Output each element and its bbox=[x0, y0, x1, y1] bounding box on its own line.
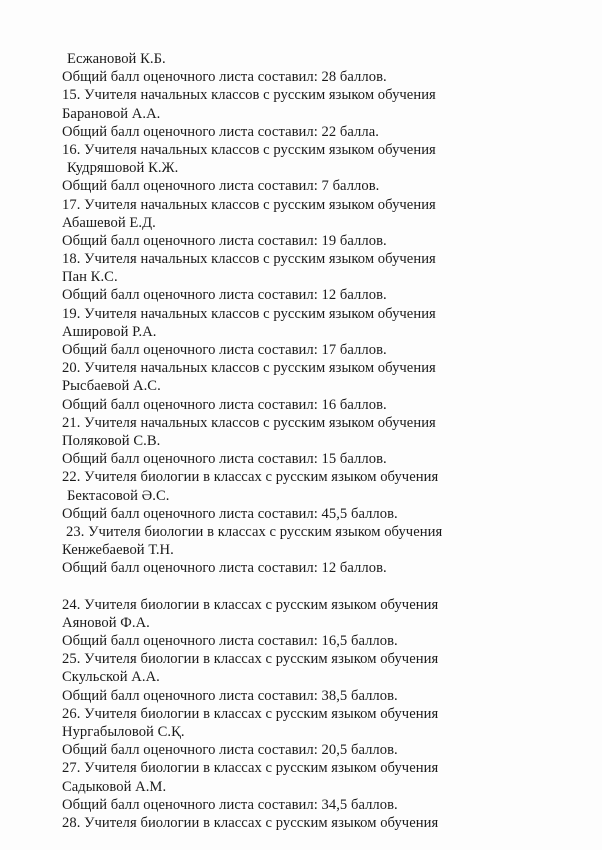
score-line: Общий балл оценочного листа составил: 12 баллов. bbox=[62, 287, 387, 304]
item-heading: 22. Учителя биологии в классах с русским языком обучения bbox=[62, 469, 439, 486]
teacher-name: Абашевой Е.Д. bbox=[62, 214, 156, 231]
score-line: Общий балл оценочного листа составил: 16 баллов. bbox=[62, 396, 387, 413]
item-heading: 18. Учителя начальных классов с русским языком обучения bbox=[62, 251, 436, 268]
teacher-name: Рысбаевой А.С. bbox=[62, 378, 161, 395]
score-line: Общий балл оценочного листа составил: 22 балла. bbox=[62, 123, 379, 140]
item-heading: 26. Учителя биологии в классах с русским языком обучения bbox=[62, 705, 439, 722]
item-heading: 20. Учителя начальных классов с русским языком обучения bbox=[62, 360, 436, 377]
teacher-name: Нургабыловой С.Қ. bbox=[62, 723, 185, 740]
teacher-name: Пан К.С. bbox=[62, 269, 118, 286]
score-line: Общий балл оценочного листа составил: 17 баллов. bbox=[62, 342, 387, 358]
score-line: Общий балл оценочного листа составил: 16,5 баллов. bbox=[62, 633, 398, 649]
teacher-name: Садыковой А.М. bbox=[62, 778, 167, 795]
score-line: Общий балл оценочного листа составил: 38,5 баллов. bbox=[62, 687, 398, 704]
score-line: Общий балл оценочного листа составил: 19 баллов. bbox=[62, 232, 387, 249]
document-body bbox=[62, 50, 582, 832]
item-heading: 28. Учителя биологии в классах с русским языком обучения bbox=[62, 814, 439, 831]
score-line: Общий балл оценочного листа составил: 12 баллов. bbox=[62, 560, 387, 577]
score-line: Общий балл оценочного листа составил: 28 баллов. bbox=[62, 69, 387, 86]
score-line: Общий балл оценочного листа составил: 34,5 баллов. bbox=[62, 796, 398, 813]
teacher-name: Кенжебаевой Т.Н. bbox=[62, 542, 174, 559]
score-line: Общий балл оценочного листа составил: 20,5 баллов. bbox=[62, 742, 398, 759]
score-line: Общий балл оценочного листа составил: 45,5 баллов. bbox=[62, 505, 398, 522]
item-heading: 15. Учителя начальных классов с русским языком обучения bbox=[62, 87, 436, 104]
item-heading: 27. Учителя биологии в классах с русским языком обучения bbox=[62, 760, 439, 777]
item-heading: 16. Учителя начальных классов с русским языком обучения bbox=[62, 141, 436, 158]
teacher-name: Ашировой Р.А. bbox=[62, 323, 157, 340]
item-heading: 24. Учителя биологии в классах с русским языком обучения bbox=[62, 596, 439, 613]
blank-line bbox=[62, 577, 582, 595]
teacher-name: Есжановой К.Б. bbox=[67, 51, 166, 67]
teacher-name: Скульской А.А. bbox=[62, 669, 160, 686]
teacher-name: Кудряшовой К.Ж. bbox=[67, 160, 179, 177]
teacher-name: Барановой А.А. bbox=[62, 105, 161, 122]
score-line: Общий балл оценочного листа составил: 15 баллов. bbox=[62, 451, 387, 468]
item-heading: 19. Учителя начальных классов с русским языком обучения bbox=[62, 305, 436, 322]
teacher-name: Бектасовой Ә.С. bbox=[67, 487, 170, 504]
teacher-name: Поляковой С.В. bbox=[62, 432, 161, 449]
teacher-name: Аяновой Ф.А. bbox=[62, 614, 150, 631]
item-heading: 23. Учителя биологии в классах с русским языком обучения bbox=[66, 523, 443, 540]
item-heading: 21. Учителя начальных классов с русским языком обучения bbox=[62, 414, 436, 431]
item-heading: 17. Учителя начальных классов с русским языком обучения bbox=[62, 196, 436, 213]
item-heading: 25. Учителя биологии в классах с русским языком обучения bbox=[62, 651, 439, 668]
score-line: Общий балл оценочного листа составил: 7 баллов. bbox=[62, 178, 380, 195]
